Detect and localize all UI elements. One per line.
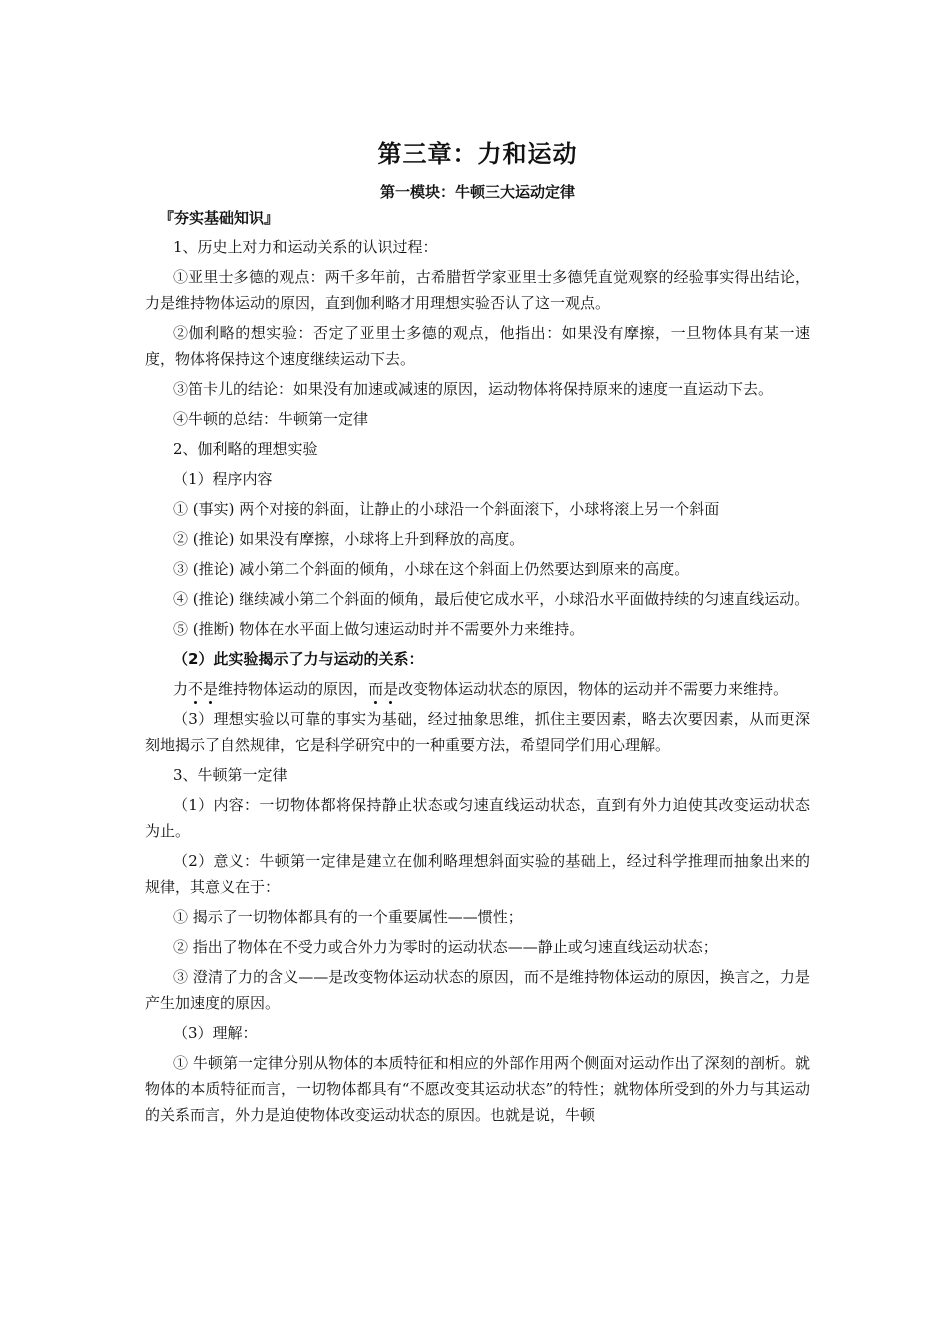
document-page <box>145 134 810 1132</box>
paragraph-step-fact: ① (事实) 两个对接的斜面，让静止的小球沿一个斜面滚下，小球将滚上另一个斜面 <box>173 500 720 518</box>
paragraph-relation-heading: （2）此实验揭示了力与运动的关系： <box>173 650 424 668</box>
paragraph-meaning-force: ③ 澄清了力的含义——是改变物体运动状态的原因，而不是维持物体运动的原因，换言之，力是产生加速度的原因。 <box>145 968 810 1012</box>
paragraph-aristotle: ①亚里士多德的观点：两千多年前，古希腊哲学家亚里士多德凭直觉观察的经验事实得出结论，力是维持物体运动的原因，直到伽利略才用理想实验否认了这一观点。 <box>145 268 810 312</box>
section-heading: 『夯实基础知识』 <box>159 209 280 227</box>
paragraph-step-inference-1: ② (推论) 如果没有摩擦，小球将上升到释放的高度。 <box>173 530 525 548</box>
paragraph-step-conclusion: ⑤ (推断) 物体在水平面上做匀速运动时并不需要外力来维持。 <box>173 620 585 638</box>
paragraph-ideal-experiment-heading: 2、伽利略的理想实验 <box>173 440 318 458</box>
paragraph-history-heading: 1、历史上对力和运动关系的认识过程： <box>173 238 438 256</box>
emphasis-dot-text: 是 <box>203 680 219 698</box>
statement-text: 维持物体运动的原因， <box>218 680 369 698</box>
statement-text: 改变物体运动状态的原因，物体的运动并不需要力来维持。 <box>398 680 789 698</box>
paragraph-first-law-meaning: （2）意义：牛顿第一定律是建立在伽利略理想斜面实验的基础上，经过科学推理而抽象出来的规律，其意义在于： <box>145 852 810 896</box>
paragraph-step-inference-3: ④ (推论) 继续减小第二个斜面的倾角，最后使它成水平，小球沿水平面做持续的匀速直线运动。 <box>173 590 810 608</box>
emphasis-dot-text: 是 <box>383 680 399 698</box>
paragraph-understanding-1: ① 牛顿第一定律分别从物体的本质特征和相应的外部作用两个侧面对运动作出了深刻的剖析。就物体的本质特征而言，一切物体都具有“不愿改变其运动状态”的特性；就物体所受到的外力与其运动的关系而言，外力是迫使物体改变运动状态的原因。也就是说，牛顿 <box>145 1054 810 1124</box>
paragraph-procedure-heading: （1）程序内容 <box>173 470 273 488</box>
paragraph-first-law-content: （1）内容：一切物体都将保持静止状态或匀速直线运动状态，直到有外力迫使其改变运动状态为止。 <box>145 796 810 840</box>
emphasis-dot-text: 不 <box>188 680 204 698</box>
paragraph-step-inference-2: ③ (推论) 减小第二个斜面的倾角，小球在这个斜面上仍然要达到原来的高度。 <box>173 560 690 578</box>
paragraph-first-law-heading: 3、牛顿第一定律 <box>173 766 288 784</box>
paragraph-galileo: ②伽利略的想实验：否定了亚里士多德的观点，他指出：如果没有摩擦，一旦物体具有某一速度，物体将保持这个速度继续运动下去。 <box>145 324 810 368</box>
paragraph-relation-statement <box>145 676 810 702</box>
chapter-title: 第三章：力和运动 <box>377 140 578 168</box>
paragraph-meaning-state: ② 指出了物体在不受力或合外力为零时的运动状态——静止或匀速直线运动状态； <box>173 938 718 956</box>
paragraph-ideal-experiment-method: （3）理想实验以可靠的事实为基础，经过抽象思维，抓住主要因素，略去次要因素，从而更深刻地揭示了自然规律，它是科学研究中的一种重要方法，希望同学们用心理解。 <box>145 710 810 754</box>
emphasis-dot-text: 而 <box>368 680 384 698</box>
module-title: 第一模块：牛顿三大运动定律 <box>379 183 575 201</box>
paragraph-descartes: ③笛卡儿的结论：如果没有加速或减速的原因，运动物体将保持原来的速度一直运动下去。 <box>173 380 774 398</box>
paragraph-meaning-inertia: ① 揭示了一切物体都具有的一个重要属性——惯性； <box>173 908 523 926</box>
emphasis-text: 力 <box>173 680 189 698</box>
paragraph-understanding-heading: （3）理解： <box>173 1024 258 1042</box>
paragraph-newton-summary: ④牛顿的总结：牛顿第一定律 <box>173 410 369 428</box>
